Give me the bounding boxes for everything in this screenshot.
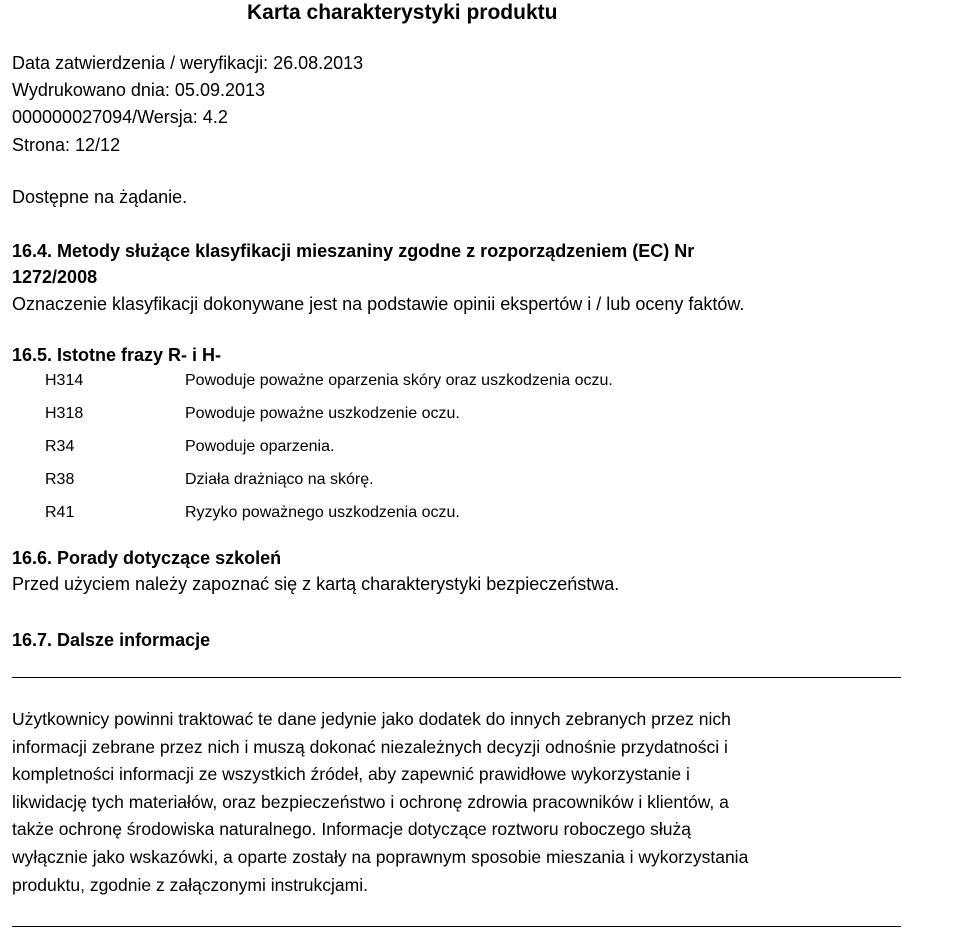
disclaimer-line: Użytkownicy powinni traktować te dane jedynie jako dodatek do innych zebranych przez nich [12,709,731,729]
section-16-4-text: Oznaczenie klasyfikacji dokonywane jest na podstawie opinii ekspertów i / lub oceny faktów. [12,294,745,314]
section-16-5-heading: 16.5. Istotne frazy R- i H- [12,345,222,365]
disclaimer-line: produktu, zgodnie z załączonymi instrukcjami. [12,874,368,895]
version-number: 000000027094/Wersja: 4.2 [12,107,228,127]
phrase-code: R38 [45,471,75,488]
phrase-text: Powoduje poważne uszkodzenie oczu. [185,405,460,422]
disclaimer-line: likwidację tych materiałów, oraz bezpieczeństwo i ochronę zdrowia pracowników i klientów, a [12,791,729,812]
divider-top [12,677,901,678]
print-date: Wydrukowano dnia: 05.09.2013 [12,80,266,100]
section-16-7-heading: 16.7. Dalsze informacje [12,630,211,650]
phrase-text: Działa drażniąco na skórę. [185,471,374,488]
disclaimer-line: wyłącznie jako wskazówki, a oparte zostały na poprawnym sposobie mieszania i wykorzystania [12,846,749,867]
section-16-6-text: Przed użyciem należy zapoznać się z kartą charakterystyki bezpieczeństwa. [12,574,620,594]
section-16-6-heading: 16.6. Porady dotyczące szkoleń [12,548,282,568]
disclaimer-line: kompletności informacji ze wszystkich źródeł, aby zapewnić prawidłowe wykorzystanie i [12,764,690,785]
phrase-code: R41 [45,504,75,521]
disclaimer-line: informacji zebrane przez nich i muszą dokonać niezależnych decyzji odnośnie przydatności i [12,736,728,757]
document-title: Karta charakterystyki produktu [247,1,558,24]
disclaimer-line: także ochronę środowiska naturalnego. Informacje dotyczące roztworu roboczego służą [12,819,691,840]
phrase-text: Powoduje poważne oparzenia skóry oraz uszkodzenia oczu. [185,372,613,389]
available-on-request: Dostępne na żądanie. [12,187,188,207]
disclaimer-paragraph [12,706,912,899]
phrase-code: R34 [45,438,75,455]
page-number: Strona: 12/12 [12,135,121,155]
approval-date: Data zatwierdzenia / weryfikacji: 26.08.2013 [12,53,364,73]
divider-bottom [12,926,901,927]
phrase-text: Ryzyko poważnego uszkodzenia oczu. [185,504,460,521]
section-16-4-heading: 16.4. Metody służące klasyfikacji mieszaniny zgodne z rozporządzeniem (EC) Nr [12,241,695,261]
phrase-text: Powoduje oparzenia. [185,438,335,455]
section-16-4-heading-cont: 1272/2008 [12,267,98,287]
phrase-code: H318 [45,405,84,422]
phrase-code: H314 [45,372,84,389]
